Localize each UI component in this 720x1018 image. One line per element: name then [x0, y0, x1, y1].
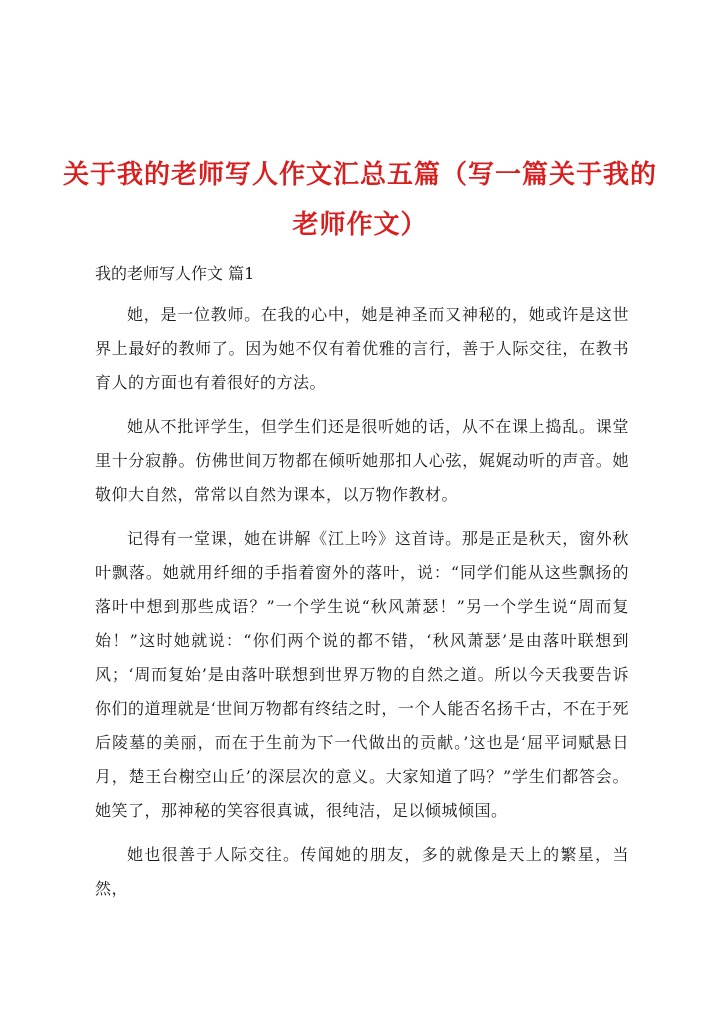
- document-title: 关于我的老师写人作文汇总五篇（写一篇关于我的老师作文）: [62, 160, 657, 240]
- paragraph: 记得有一堂课，她在讲解《江上吟》这首诗。那是正是秋天，窗外秋叶飘落。她就用纤细的手指着窗外的落叶，说：“同学们能从这些飘扬的落叶中想到那些成语？”一个学生说“秋风萧瑟！”另一个学生说“周而复始！”这时她就说：“你们两个说的都不错，‘秋风萧瑟’是由落叶联想到风；‘周而复始’是由落叶联想到世界万物的自然之道。所以今天我要告诉你们的道理就是‘世间万物都有终结之时，一个人能否名扬千古，不在于死后陵墓的美丽，而在于生前为下一代做出的贡献。’这也是‘屈平词赋悬日月，楚王台榭空山丘’的深层次的意义。大家知道了吗？”学生们都答会。她笑了，那神秘的笑容很真诚，很纯洁，足以倾城倾国。: [95, 529, 629, 820]
- section-heading: 我的老师写人作文 篇1: [95, 264, 255, 283]
- body-text: [95, 298, 629, 916]
- paragraph: 她从不批评学生，但学生们还是很听她的话，从不在课上捣乱。课堂里十分寂静。仿佛世间万物都在倾听她那扣人心弦，娓娓动听的声音。她敬仰大自然，常常以自然为课本，以万物作教材。: [95, 417, 629, 504]
- paragraph: 她也很善于人际交往。传闻她的朋友，多的就像是天上的繁星，当然，: [95, 845, 629, 898]
- paragraph: 她，是一位教师。在我的心中，她是神圣而又神秘的，她或许是这世界上最好的教师了。因为她不仅有着优雅的言行，善于人际交往，在教书育人的方面也有着很好的方法。: [95, 305, 629, 392]
